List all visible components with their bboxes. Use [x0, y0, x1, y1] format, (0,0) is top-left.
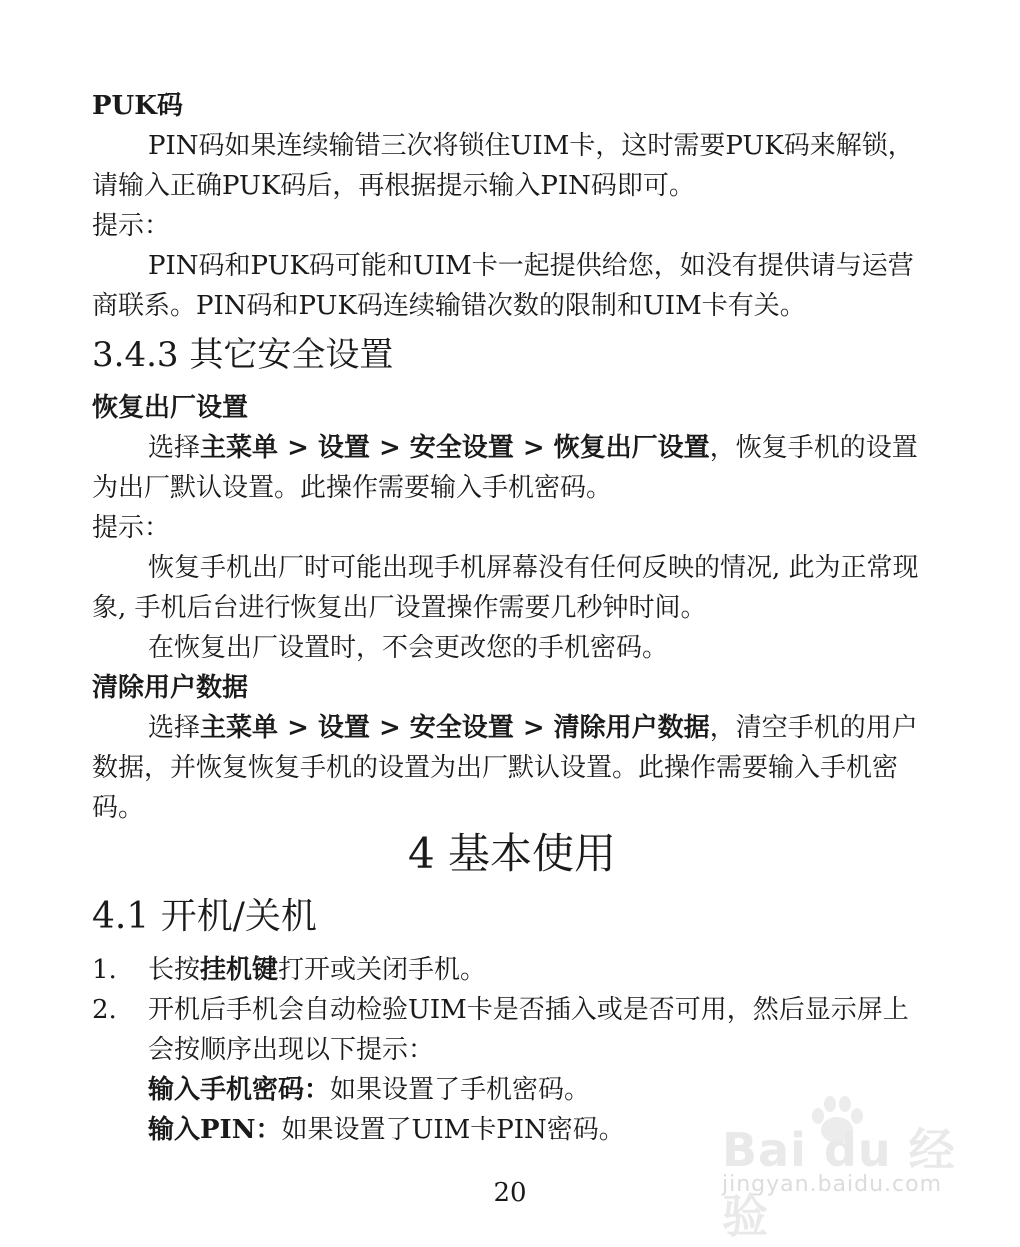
clear-data-heading: 清除用户数据	[92, 673, 249, 703]
list-item-2-text: 开机后手机会自动检验UIM卡是否插入或是否可用，然后显示屏上会按顺序出现以下提示：	[148, 995, 909, 1065]
clear-data-paragraph	[92, 708, 932, 828]
watermark-url: jingyan.baidu.com	[722, 1172, 943, 1197]
puk-tip-label: 提示：	[92, 211, 171, 241]
prompt-pin-text: 如果设置了UIM卡PIN密码。	[281, 1115, 625, 1145]
puk-tip-paragraph: PIN码和PUK码可能和UIM卡一起提供给您，如没有提供请与运营商联系。PIN码和PUK码连续输错次数的限制和UIM卡有关。	[92, 251, 914, 321]
list-item-1-tail: 打开或关闭手机。	[278, 955, 487, 985]
chapter-4-title: 4 基本使用	[407, 829, 617, 878]
factory-reset-tip-paragraph: 恢复手机出厂时可能出现手机屏幕没有任何反映的情况, 此为正常现象, 手机后台进行恢复出厂设置操作需要几秒钟时间。	[92, 553, 919, 623]
factory-reset-heading: 恢复出厂设置	[92, 393, 249, 423]
watermark-logo: Bai du 经验	[722, 1123, 956, 1243]
factory-reset-paragraph	[92, 428, 932, 508]
factory-reset-tip-label: 提示：	[92, 513, 171, 543]
section-4-1-title: 4.1 开机/关机	[92, 896, 317, 937]
puk-paragraph: PIN码如果连续输错三次将锁住UIM卡，这时需要PUK码来解锁，请输入正确PUK码后，再根据提示输入PIN码即可。	[92, 131, 914, 201]
prompt-phone-password-label: 输入手机密码：	[148, 1075, 331, 1105]
list-item-2-number: 2.	[92, 995, 117, 1025]
list-item-1-lead: 长按	[148, 955, 201, 985]
page-number: 20	[493, 1178, 527, 1208]
baidu-jingyan-watermark	[722, 1090, 962, 1243]
section-3-4-3-title: 3.4.3 其它安全设置	[92, 335, 394, 375]
factory-reset-lead: 选择	[148, 433, 201, 463]
clear-data-tail: ，清空手机的用户数据，并恢复恢复手机的设置为出厂默认设置。此操作需要输入手机密码。	[92, 713, 918, 823]
puk-heading: PUK码	[92, 91, 183, 121]
list-item-1	[92, 950, 932, 990]
clear-data-menu-path: 主菜单 > 设置 > 安全设置 > 清除用户数据	[200, 713, 710, 743]
factory-reset-tip-note: 在恢复出厂设置时，不会更改您的手机密码。	[148, 633, 669, 663]
clear-data-lead: 选择	[148, 713, 201, 743]
list-item-2	[92, 990, 932, 1070]
list-item-1-number: 1.	[92, 955, 117, 985]
prompt-pin-label: 输入PIN：	[148, 1115, 282, 1145]
prompt-phone-password-text: 如果设置了手机密码。	[330, 1075, 591, 1105]
end-call-key-label: 挂机键	[200, 955, 279, 985]
factory-reset-tail: ，恢复手机的设置为出厂默认设置。此操作需要输入手机密码。	[92, 433, 918, 503]
factory-reset-menu-path: 主菜单 > 设置 > 安全设置 > 恢复出厂设置	[200, 433, 710, 463]
